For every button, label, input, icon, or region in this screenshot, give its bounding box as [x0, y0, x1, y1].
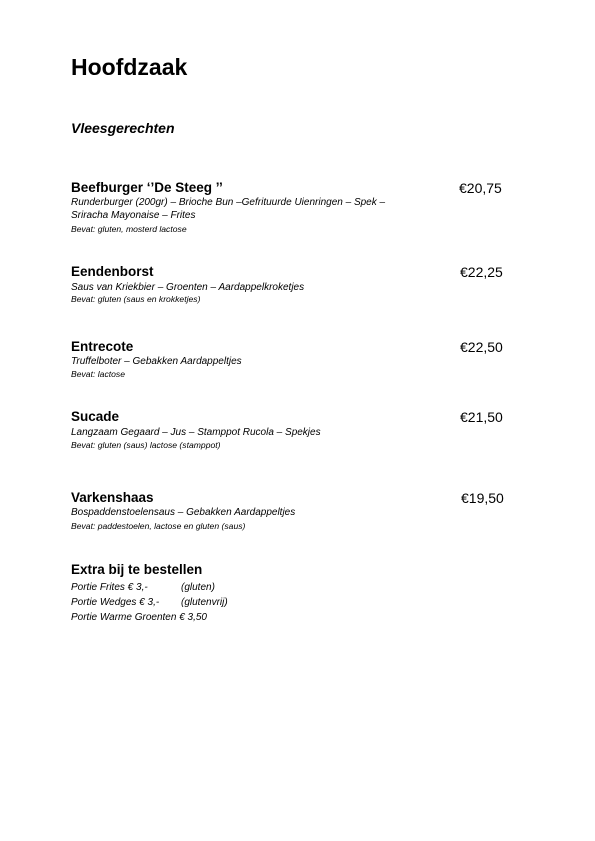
allergen-info: Bevat: gluten (saus en krokketjes) — [71, 294, 201, 304]
extras-title: Extra bij te bestellen — [71, 562, 203, 577]
dish-name: Sucade — [71, 409, 120, 424]
extra-item-note: (glutenvrij) — [181, 597, 228, 608]
allergen-info: Bevat: gluten (saus) lactose (stamppot) — [71, 440, 221, 450]
extra-item-label: Portie Wedges € 3,- — [71, 597, 160, 608]
dish-description-line: Truffelboter – Gebakken Aardappeltjes — [71, 356, 242, 367]
dish-description-line: Langzaam Gegaard – Jus – Stamppot Rucola – Spekjes — [71, 427, 321, 438]
dish-description-line: Runderburger (200gr) – Brioche Bun –Gefrituurde Uienringen – Spek – — [71, 197, 386, 208]
dish-price: €19,50 — [461, 490, 504, 506]
dish-name: Beefburger ‘’De Steeg ’’ — [71, 180, 223, 195]
section-heading: Vleesgerechten — [71, 120, 175, 136]
dish-description-line: Bospaddenstoelensaus – Gebakken Aardappeltjes — [71, 507, 296, 518]
dish-description-line: Saus van Kriekbier – Groenten – Aardappelkroketjes — [71, 282, 305, 293]
allergen-info: Bevat: gluten, mosterd lactose — [71, 224, 187, 234]
dish-description-line: Sriracha Mayonaise – Frites — [71, 210, 196, 221]
extra-item-label: Portie Warme Groenten € 3,50 — [71, 612, 207, 623]
dish-price: €22,25 — [460, 264, 503, 280]
dish-name: Eendenborst — [71, 264, 154, 279]
dish-price: €20,75 — [459, 180, 502, 196]
dish-name: Varkenshaas — [71, 490, 154, 505]
dish-price: €22,50 — [460, 339, 503, 355]
extra-item-note: (gluten) — [181, 582, 215, 593]
allergen-info: Bevat: paddestoelen, lactose en gluten (saus) — [71, 521, 246, 531]
extra-item-label: Portie Frites € 3,- — [71, 582, 148, 593]
page-title: Hoofdzaak — [71, 54, 188, 80]
allergen-info: Bevat: lactose — [71, 369, 125, 379]
dish-name: Entrecote — [71, 339, 134, 354]
dish-price: €21,50 — [460, 409, 503, 425]
